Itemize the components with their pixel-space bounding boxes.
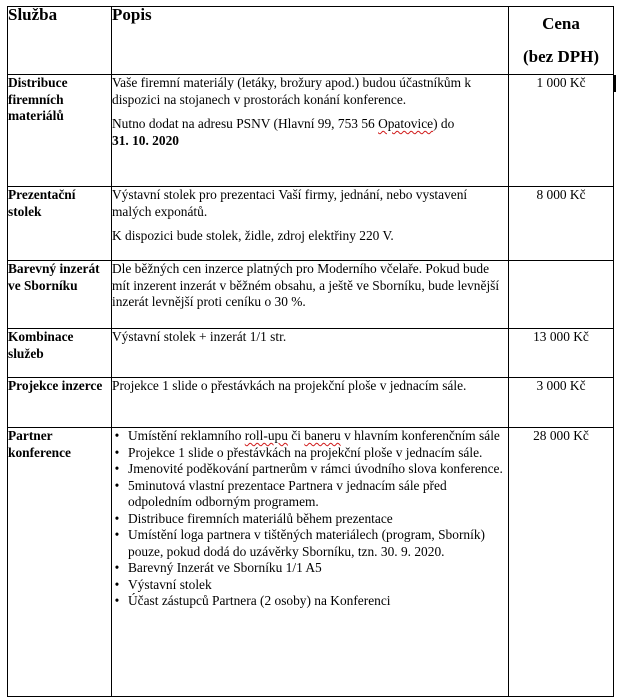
table-row [8,187,614,261]
bullet-icon: • [114,527,120,542]
service-price: 13 000 Kč [509,329,614,378]
delivery-note [112,116,508,149]
note-prefix: Nutno dodat na adresu PSNV (Hlavní 99, 753 56 [112,116,379,131]
header-description: Popis [112,7,509,75]
description-paragraph: Vaše firemní materiály (letáky, brožury apod.) budou účastníkům k dispozici na stojanech v prostorách konání konference. [112,75,472,107]
note-suffix: ) do [433,116,455,131]
service-price: 8 000 Kč [509,187,614,261]
list-item [114,560,508,577]
description-paragraph: Výstavní stolek + inzerát 1/1 str. [112,329,287,344]
bullet-icon: • [114,428,120,443]
table-row [8,428,614,697]
table-row [8,329,614,378]
header-row [8,7,614,75]
list-item [114,428,508,445]
deadline-date: 31. 10. 2020 [112,132,179,148]
partner-benefits-list [112,428,508,610]
text: Barevný Inzerát ve Sborníku 1/1 A5 [128,560,322,575]
header-price-line1: Cena [542,14,580,33]
bullet-icon: • [114,576,120,592]
service-price: 1 000 Kč [509,75,614,187]
text: 5minutová vlastní prezentace Partnera v jednacím sále před odpoledním odborným programem. [128,477,447,509]
text: Jmenovité poděkování partnerům v rámci úvodního slova konference. [128,461,503,476]
table-row [8,75,614,187]
spellcheck-flagged-word: roll-upu [244,428,288,443]
service-name: Partner konference [8,428,112,697]
list-item [114,576,508,594]
service-name: Distribuce firemních materiálů [8,75,112,187]
bullet-icon: • [114,461,120,476]
bullet-icon: • [114,510,120,526]
text: Distribuce firemních materiálů během prezentace [128,510,393,526]
bullet-icon: • [114,593,120,608]
text: Účast zástupců Partnera (2 osoby) na Konferenci [128,593,391,608]
service-name: Projekce inzerce [8,378,112,428]
description-paragraph: Výstavní stolek pro prezentaci Vaší firmy, jednání, nebo vystavení malých exponátů. [112,187,468,219]
text: Umístění reklamního [128,428,245,443]
spellcheck-flagged-word: baneru [304,428,341,443]
bullet-icon: • [114,444,120,460]
service-name: Prezentační stolek [8,187,112,261]
service-price [509,261,614,329]
service-name: Kombinace služeb [8,329,112,378]
service-description [112,75,509,187]
header-service: Služba [8,7,112,75]
service-name: Barevný inzerát ve Sborníku [8,261,112,329]
list-item [114,593,508,610]
service-description [112,428,509,697]
pricing-table [7,6,614,697]
bullet-icon: • [114,477,120,493]
service-description [112,329,509,378]
spellcheck-flagged-word: Opatovice [378,116,434,131]
service-description [112,261,509,329]
list-item [114,444,508,462]
list-item [114,527,508,560]
text: Výstavní stolek [128,576,212,592]
table-row [8,378,614,428]
list-item [114,477,508,511]
header-price [509,7,614,75]
service-price: 28 000 Kč [509,428,614,697]
text-cursor-marker [613,75,616,92]
list-item [114,461,508,478]
text: Umístění loga partnera v tištěných materiálech (program, Sborník) pouze, pokud dodá do uzávěrky Sborníku, tzn. 30. 9. 2020. [128,527,485,559]
text: Projekce 1 slide o přestávkách na projekční ploše v jednacím sále. [128,444,483,460]
description-paragraph: Projekce 1 slide o přestávkách na projekční ploše v jednacím sále. [112,378,467,393]
service-price: 3 000 Kč [509,378,614,428]
text: či [287,428,305,443]
list-item [114,510,508,528]
header-price-line2: (bez DPH) [522,47,599,66]
description-paragraph: Dle běžných cen inzerce platných pro Moderního včelaře. Pokud bude mít inzerent inzerát v běžném obsahu, a ještě ve Sborníku, bude levnější inzerát levnější proti ceníku o 30 %. [112,261,500,309]
service-description [112,187,509,261]
text: v hlavním konferenčním sále [340,428,500,443]
service-description [112,378,509,428]
bullet-icon: • [114,560,120,575]
table-row [8,261,614,329]
description-paragraph: K dispozici bude stolek, židle, zdroj elektřiny 220 V. [112,228,394,243]
